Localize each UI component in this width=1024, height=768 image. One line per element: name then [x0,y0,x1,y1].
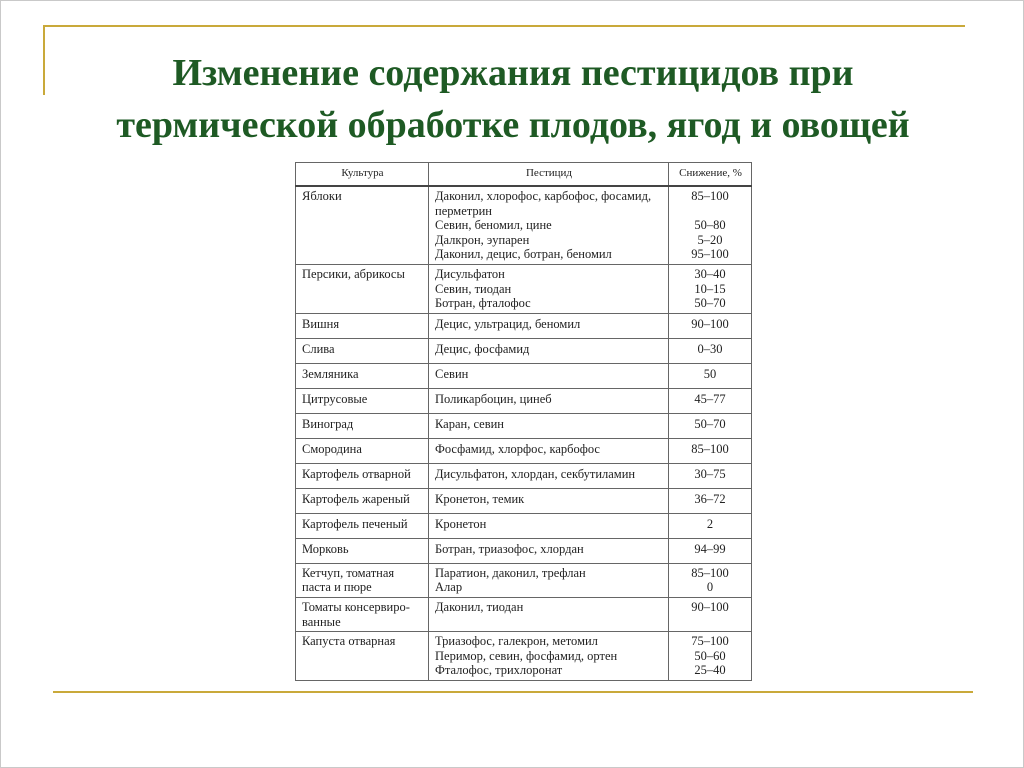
cell-reduction [669,313,752,338]
cell-pesticide-line: Децис, фосфамид [435,341,530,356]
cell-crop-line: Картофель печеный [302,516,408,531]
cell-crop-line: Картофель отварной [302,466,411,481]
cell-reduction [669,264,752,313]
cell-reduction [669,186,752,264]
cell-reduction [669,488,752,513]
cell-crop [296,363,429,388]
cell-reduction-line: 90–100 [691,599,729,614]
cell-pesticide-line: Фосфамид, хлорфос, карбофос [435,441,600,456]
cell-pesticide-line: Триазофос, галекрон, метомил [435,634,598,649]
cell-crop [296,632,429,681]
cell-reduction-line: 50–70 [694,416,726,431]
cell-reduction-line: 50–70 [694,296,726,311]
cell-crop [296,597,429,631]
cell-pesticide-line: Кронетон, темик [435,491,525,506]
cell-reduction-line: 10–15 [694,281,726,296]
cell-reduction [669,597,752,631]
cell-pesticide [429,363,669,388]
cell-crop [296,538,429,563]
table-row [296,338,752,363]
cell-pesticide-line: Дисульфатон, хлордан, секбутиламин [435,466,636,481]
cell-pesticide [429,438,669,463]
cell-crop-line: Земляника [302,366,359,381]
cell-crop-line: Капуста отварная [302,634,396,649]
cell-crop [296,186,429,264]
cell-reduction [669,563,752,597]
cell-reduction-line: 75–100 [691,634,729,649]
cell-crop-line: Кетчуп, томатная [302,565,395,580]
table-row [296,488,752,513]
cell-pesticide-line: Дисульфатон [435,266,505,281]
table-row [296,463,752,488]
header-pesticide: Пестицид [429,163,669,187]
cell-pesticide-line: Даконил, тиодан [435,599,524,614]
cell-reduction-line: 45–77 [694,391,726,406]
cell-reduction [669,388,752,413]
top-rule [43,25,965,27]
title-line-2: термической обработке плодов, ягод и овощей [116,104,910,146]
cell-reduction-line: 50 [703,366,717,381]
cell-reduction [669,438,752,463]
cell-pesticide-line: Кронетон [435,516,487,531]
cell-reduction-line: 50–60 [694,648,726,663]
cell-reduction-line: 85–100 [691,441,729,456]
cell-reduction [669,338,752,363]
cell-reduction [669,413,752,438]
cell-pesticide-line: Алар [435,580,463,595]
cell-reduction-line: 2 [706,516,714,531]
cell-reduction-line: 0 [706,580,714,595]
cell-pesticide-line: Паратион, даконил, трефлан [435,565,586,580]
slide-title [21,47,1005,151]
cell-crop-line: ванные [302,614,341,629]
cell-pesticide-line: Ботран, триазофос, хлордан [435,541,584,556]
cell-pesticide-line: Даконил, хлорофос, карбофос, фосамид, [435,189,652,203]
bottom-rule [53,691,973,693]
cell-crop [296,488,429,513]
cell-reduction [669,513,752,538]
cell-crop [296,413,429,438]
table-row [296,563,752,597]
cell-crop [296,264,429,313]
cell-pesticide-line: Севин [435,366,469,381]
cell-pesticide [429,463,669,488]
cell-crop-line: Смородина [302,441,362,456]
table-body [296,186,752,680]
cell-pesticide [429,538,669,563]
table-row [296,597,752,631]
cell-crop [296,313,429,338]
cell-pesticide-line: Севин, беномил, цине [435,218,552,233]
cell-pesticide-line: Каран, севин [435,416,504,431]
cell-reduction-line: 25–40 [694,663,726,678]
cell-reduction [669,538,752,563]
table-row [296,513,752,538]
cell-pesticide-line: перметрин [435,203,493,218]
cell-crop-line: Слива [302,341,335,356]
cell-pesticide [429,264,669,313]
cell-crop [296,438,429,463]
table-header-row [296,163,752,187]
cell-crop-line: Морковь [302,541,349,556]
table-row [296,313,752,338]
cell-pesticide-line: Даконил, децис, ботран, беномил [435,247,612,262]
header-reduction: Снижение, % [669,163,752,187]
cell-crop-line: паста и пюре [302,580,372,595]
cell-crop-line: Персики, абрикосы [302,266,405,281]
cell-reduction-line: 85–100 [691,565,729,580]
cell-reduction-line: 85–100 [691,189,729,203]
cell-crop [296,338,429,363]
table-row [296,632,752,681]
cell-pesticide [429,388,669,413]
cell-reduction [669,463,752,488]
cell-reduction-line: 30–75 [694,466,726,481]
cell-pesticide-line: Перимор, севин, фосфамид, ортен [435,648,618,663]
cell-pesticide-line: Далкрон, эупарен [435,232,530,247]
cell-pesticide [429,186,669,264]
table-row [296,438,752,463]
cell-pesticide-line: Фталофос, трихлоронат [435,663,563,678]
table-row [296,186,752,264]
header-crop: Культура [296,163,429,187]
cell-crop-line: Цитрусовые [302,391,368,406]
cell-pesticide [429,563,669,597]
cell-crop-line: Вишня [302,316,340,331]
cell-reduction-line: 0–30 [697,341,723,356]
cell-reduction [669,363,752,388]
title-line-1: Изменение содержания пестицидов при [172,52,854,94]
table-row [296,388,752,413]
cell-pesticide [429,513,669,538]
cell-crop-line: Картофель жареный [302,491,410,506]
pesticide-table [295,162,752,681]
cell-reduction-line: 30–40 [694,266,726,281]
cell-crop-line: Яблоки [302,189,342,203]
cell-pesticide-line: Поликарбоцин, цинеб [435,391,552,406]
cell-reduction-line: 36–72 [694,491,726,506]
cell-crop-line: Виноград [302,416,354,431]
cell-pesticide-line: Децис, ультрацид, беномил [435,316,581,331]
cell-crop [296,463,429,488]
cell-reduction-line: 90–100 [691,316,729,331]
cell-reduction-line: 94–99 [694,541,726,556]
cell-pesticide [429,313,669,338]
cell-crop [296,513,429,538]
pesticide-table-container [295,162,751,681]
table-row [296,264,752,313]
table-row [296,363,752,388]
cell-pesticide-line: Севин, тиодан [435,281,512,296]
cell-pesticide-line: Ботран, фталофос [435,296,531,311]
cell-pesticide [429,338,669,363]
cell-crop-line: Томаты консервиро- [302,599,410,614]
cell-pesticide [429,597,669,631]
cell-pesticide [429,413,669,438]
cell-pesticide [429,632,669,681]
cell-pesticide [429,488,669,513]
cell-reduction-line [671,204,749,219]
table-row [296,538,752,563]
cell-reduction-line: 95–100 [691,247,729,262]
cell-reduction [669,632,752,681]
table-row [296,413,752,438]
cell-crop [296,563,429,597]
cell-reduction-line: 50–80 [694,218,726,233]
cell-crop [296,388,429,413]
cell-reduction-line: 5–20 [697,232,723,247]
